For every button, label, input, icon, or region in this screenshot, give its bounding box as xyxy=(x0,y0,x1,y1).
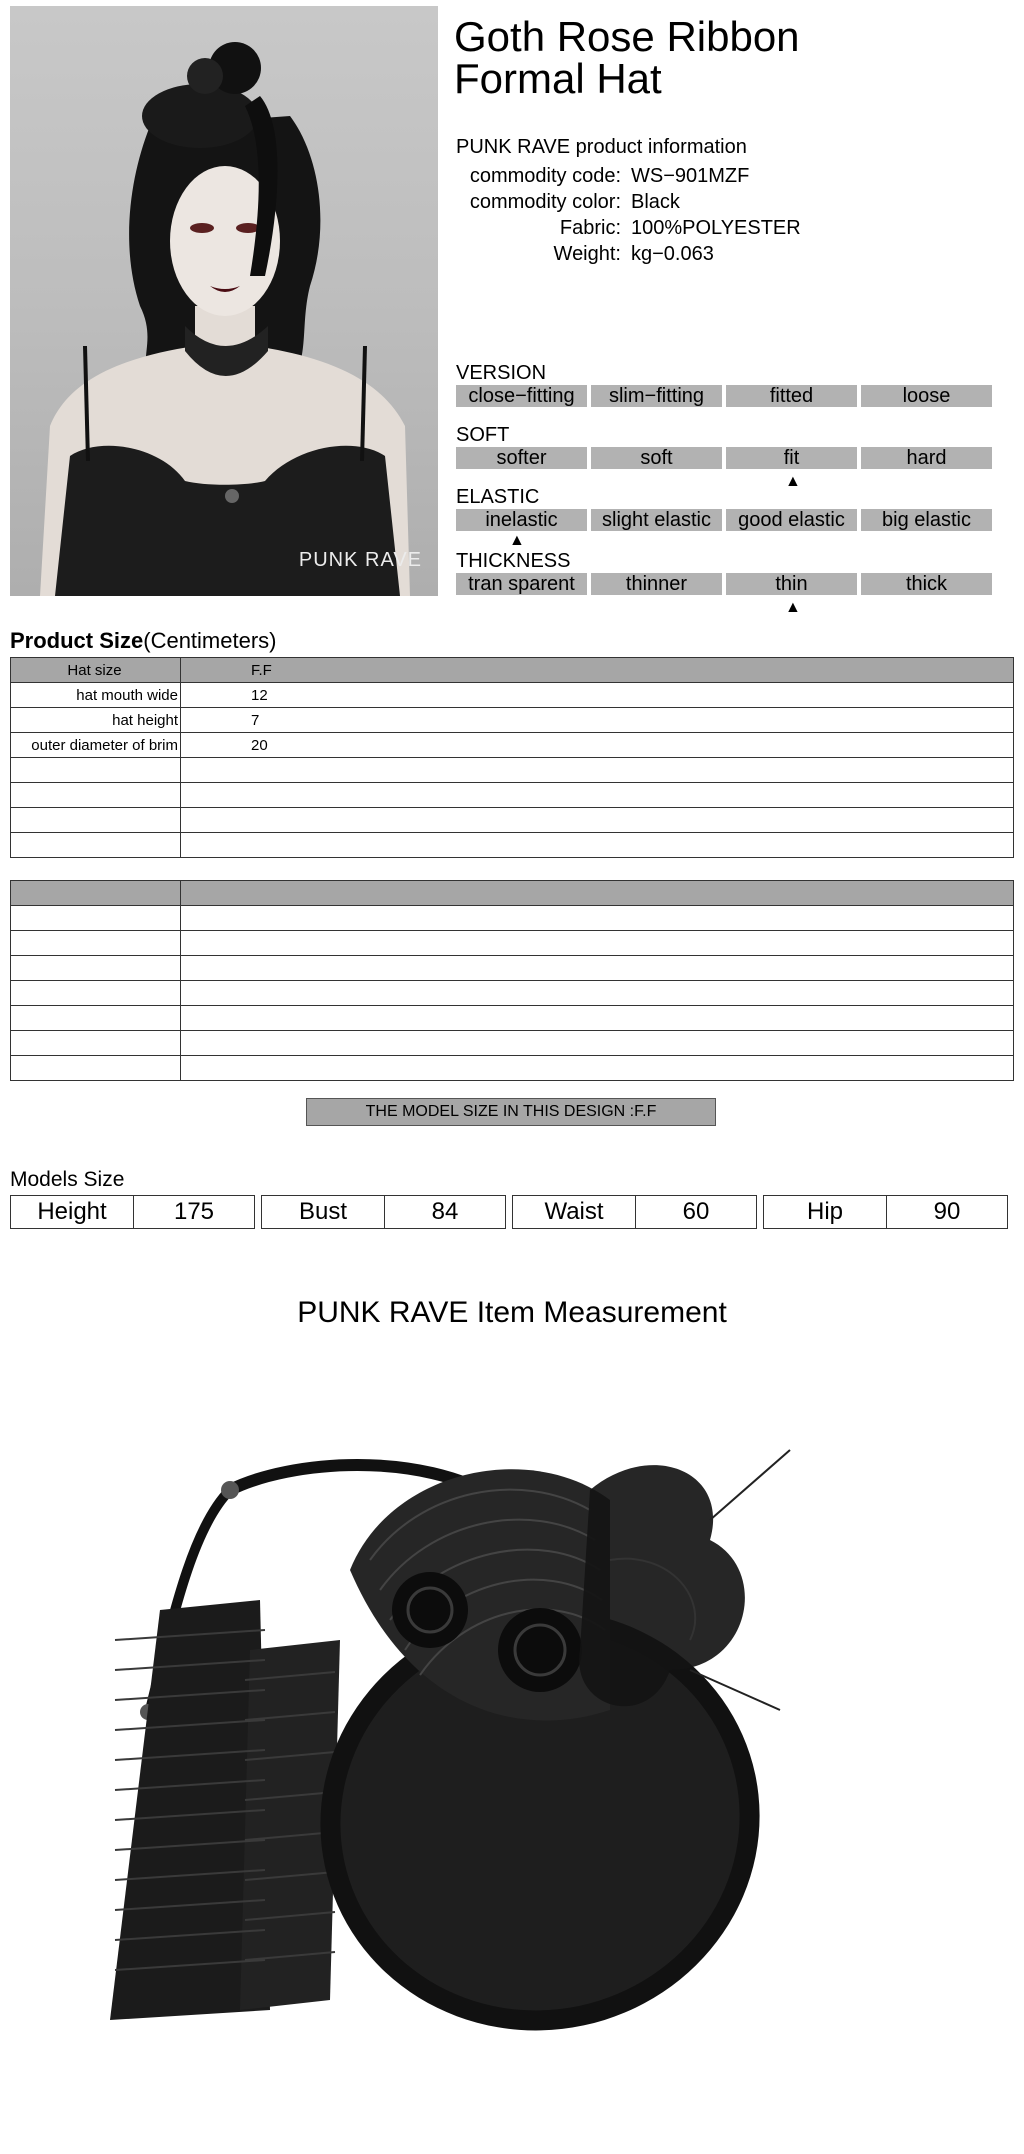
table-cell xyxy=(11,758,181,783)
table-cell xyxy=(181,1031,1014,1056)
scale-label: SOFT xyxy=(456,424,510,446)
table-row xyxy=(11,808,1014,833)
model-measure-height xyxy=(10,1195,255,1229)
table-row xyxy=(11,1031,1014,1056)
table-cell xyxy=(181,931,1014,956)
scale-option: slim−fitting xyxy=(591,385,722,407)
product-info xyxy=(456,136,801,267)
product-title xyxy=(454,13,800,102)
info-key: commodity color: xyxy=(469,191,621,213)
product-size-heading: Product Size xyxy=(10,628,144,653)
scale-option: thinner xyxy=(591,573,722,595)
table-cell xyxy=(181,906,1014,931)
table-row xyxy=(11,758,1014,783)
photo-watermark: PUNK RAVE xyxy=(298,549,422,571)
scale-option: slight elastic xyxy=(591,509,722,531)
scale-label: THICKNESS xyxy=(456,550,571,572)
table-row xyxy=(11,931,1014,956)
scale-option: thin xyxy=(726,573,857,595)
model-measure-label: Waist xyxy=(513,1196,636,1228)
table-cell xyxy=(11,956,181,981)
model-measure-bust xyxy=(261,1195,506,1229)
info-value: 100%POLYESTER xyxy=(631,217,801,239)
table-cell: hat mouth wide xyxy=(11,683,181,708)
model-measure-label: Bust xyxy=(262,1196,385,1228)
product-size-unit: (Centimeters) xyxy=(143,628,277,653)
scale-option: loose xyxy=(861,385,992,407)
table-cell xyxy=(11,783,181,808)
info-row xyxy=(456,215,801,241)
scale-option: close−fitting xyxy=(456,385,587,407)
table-cell xyxy=(181,758,1014,783)
scale-option: hard xyxy=(861,447,992,469)
table-row xyxy=(11,906,1014,931)
table-header-cell xyxy=(181,881,1014,906)
table-cell xyxy=(181,833,1014,858)
info-row xyxy=(456,241,801,267)
scale-option: softer xyxy=(456,447,587,469)
model-size-note: THE MODEL SIZE IN THIS DESIGN :F.F xyxy=(306,1098,716,1126)
scale-version xyxy=(456,362,992,407)
model-photo xyxy=(10,6,438,596)
info-key: Weight: xyxy=(553,243,621,265)
model-measure-label: Hip xyxy=(764,1196,887,1228)
table-cell xyxy=(11,931,181,956)
selected-marker-icon: ▲ xyxy=(785,473,801,490)
table-row xyxy=(11,783,1014,808)
table-cell xyxy=(11,981,181,1006)
info-key: Fabric: xyxy=(559,217,621,239)
secondary-size-table xyxy=(10,880,1014,1081)
info-row xyxy=(456,189,801,215)
info-value: Black xyxy=(631,191,680,213)
info-value: WS−901MZF xyxy=(631,165,750,187)
scale-option: inelastic xyxy=(456,509,587,531)
model-figure-illustration xyxy=(10,6,438,596)
table-row xyxy=(11,683,1014,708)
table-cell xyxy=(181,981,1014,1006)
model-measure-value: 90 xyxy=(933,1198,961,1225)
table-row xyxy=(11,1006,1014,1031)
table-header-cell: F.F xyxy=(181,658,1014,683)
table-cell xyxy=(181,1056,1014,1081)
model-measure-hip xyxy=(763,1195,1008,1229)
product-title-line1: Goth Rose Ribbon xyxy=(454,13,800,60)
selected-marker-icon: ▲ xyxy=(785,599,801,616)
table-cell xyxy=(11,1056,181,1081)
scale-option: soft xyxy=(591,447,722,469)
scale-option: thick xyxy=(861,573,992,595)
scale-option: big elastic xyxy=(861,509,992,531)
info-value: kg−0.063 xyxy=(631,243,714,265)
table-cell: outer diameter of brim xyxy=(11,733,181,758)
table-cell xyxy=(11,1031,181,1056)
scale-option: fit xyxy=(726,447,857,469)
table-header-row xyxy=(11,881,1014,906)
table-row xyxy=(11,708,1014,733)
model-measure-value: 84 xyxy=(431,1198,459,1225)
table-cell: hat height xyxy=(11,708,181,733)
models-size-row xyxy=(10,1195,1008,1229)
table-header-row xyxy=(11,658,1014,683)
table-cell xyxy=(11,1006,181,1031)
selected-marker-icon: ▲ xyxy=(509,532,525,549)
table-cell xyxy=(11,906,181,931)
product-size-title xyxy=(10,628,277,654)
scale-option: tran sparent xyxy=(456,573,587,595)
table-cell: 20 xyxy=(181,733,1014,758)
table-row xyxy=(11,733,1014,758)
scale-label: VERSION xyxy=(456,362,547,384)
table-cell xyxy=(181,956,1014,981)
scale-option: fitted xyxy=(726,385,857,407)
table-cell xyxy=(181,1006,1014,1031)
scale-soft xyxy=(456,424,992,490)
table-cell: 12 xyxy=(181,683,1014,708)
table-cell xyxy=(181,783,1014,808)
model-measure-label: Height xyxy=(11,1196,134,1228)
info-key: commodity code: xyxy=(469,165,621,187)
product-size-table xyxy=(10,657,1014,858)
hat-product-image xyxy=(90,1410,850,2040)
table-header-cell xyxy=(11,881,181,906)
scale-elastic xyxy=(456,486,992,549)
model-measure-value: 175 xyxy=(173,1198,215,1225)
scale-label: ELASTIC xyxy=(456,486,540,508)
models-size-title: Models Size xyxy=(10,1168,125,1191)
table-cell xyxy=(11,808,181,833)
product-title-line2: Formal Hat xyxy=(454,55,662,102)
info-row xyxy=(456,163,801,189)
table-cell xyxy=(181,808,1014,833)
table-row xyxy=(11,981,1014,1006)
hat-illustration xyxy=(90,1410,850,2040)
table-header-cell: Hat size xyxy=(11,658,181,683)
table-row xyxy=(11,956,1014,981)
table-cell: 7 xyxy=(181,708,1014,733)
table-cell xyxy=(11,833,181,858)
measurement-title: PUNK RAVE Item Measurement xyxy=(297,1296,727,1329)
table-row xyxy=(11,1056,1014,1081)
model-measure-waist xyxy=(512,1195,757,1229)
model-measure-value: 60 xyxy=(682,1198,710,1225)
info-brand-line: PUNK RAVE product information xyxy=(456,136,747,158)
table-row xyxy=(11,833,1014,858)
scale-thickness xyxy=(456,550,992,616)
scale-option: good elastic xyxy=(726,509,857,531)
